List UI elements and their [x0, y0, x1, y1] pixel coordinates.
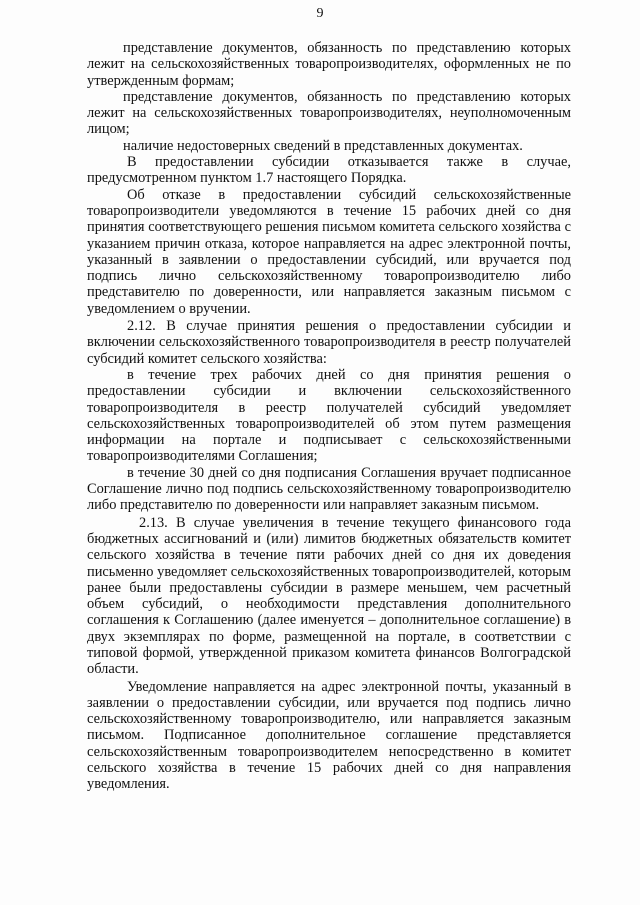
paragraph-thirty-days: в течение 30 дней со дня подписания Соглашения вручает подписанное Соглашение лично под подпись сельскохозяйственному товаропроизводителю либо представителю по доверенности или направляет заказным письмом. — [87, 464, 571, 514]
paragraph-false-information: наличие недостоверных сведений в представленных документах. — [123, 137, 523, 154]
paragraph-2-13: 2.13. В случае увеличения в течение текущего финансового года бюджетных ассигнований и (или) лимитов бюджетных обязательств комитет сельского хозяйства в течение пяти рабочих дней со дня их доведения письменно уведомляет сельскохозяйственных товаропроизводителей, которым ранее были предоставлены субсидии в размере меньшем, чем расчетный объем субсидий, о необходимости представления дополнительного соглашения к Соглашению (далее именуется – дополнительное соглашение) в двух экземплярах по форме, размещенной на портале, в соответствии с типовой формой, утвержденной приказом комитета финансов Волгоградской области. — [87, 514, 571, 678]
paragraph-refusal-case: В предоставлении субсидии отказывается также в случае, предусмотренном пунктом 1.7 настоящего Порядка. — [87, 154, 571, 187]
paragraph-2-12: 2.12. В случае принятия решения о предоставлении субсидии и включении сельскохозяйственного товаропроизводителя в реестр получателей субсидий комитет сельского хозяйства: — [87, 318, 571, 367]
paragraph-three-days: в течение трех рабочих дней со дня принятия решения о предоставлении субсидии и включении сельскохозяйственного товаропроизводителя в реестр получателей субсидий уведомляет сельскохозяйственных товаропроизводителей об этом путем размещения информации на портале и подписывает с сельскохозяйственными товаропроизводителями Соглашения; — [87, 366, 571, 465]
paragraph-refusal-notification: Об отказе в предоставлении субсидий сельскохозяйственные товаропроизводители уведомляются в течение 15 рабочих дней со дня принятия соответствующего решения письмом комитета сельского хозяйства с указанием причин отказа, которое направляется на адрес электронной почты, указанный в заявлении о предоставлении субсидий, или вручается под подпись лично сельскохозяйственному товаропроизводителю либо представителю по доверенности, или направляется заказным письмом с уведомлением о вручении. — [87, 186, 571, 317]
paragraph-unauthorized-person: представление документов, обязанность по представлению которых лежит на сельскохозяйственных товаропроизводителях, неуполномоченным лицом; — [87, 88, 571, 138]
document-body — [87, 40, 571, 793]
page-number: 9 — [316, 6, 324, 21]
paragraph-forms-not-approved: представление документов, обязанность по представлению которых лежит на сельскохозяйственных товаропроизводителях, оформленных не по утвержденным формам; — [87, 40, 571, 89]
paragraph-notification-delivery: Уведомление направляется на адрес электронной почты, указанный в заявлении о предоставлении субсидии, или вручается под подпись лично сельскохозяйственному товаропроизводителю, или направляется заказным письмом. Подписанное дополнительное соглашение представляется сельскохозяйственным товаропроизводителем непосредственно в комитет сельского хозяйства в течение 15 рабочих дней со дня направления уведомления. — [87, 678, 571, 793]
